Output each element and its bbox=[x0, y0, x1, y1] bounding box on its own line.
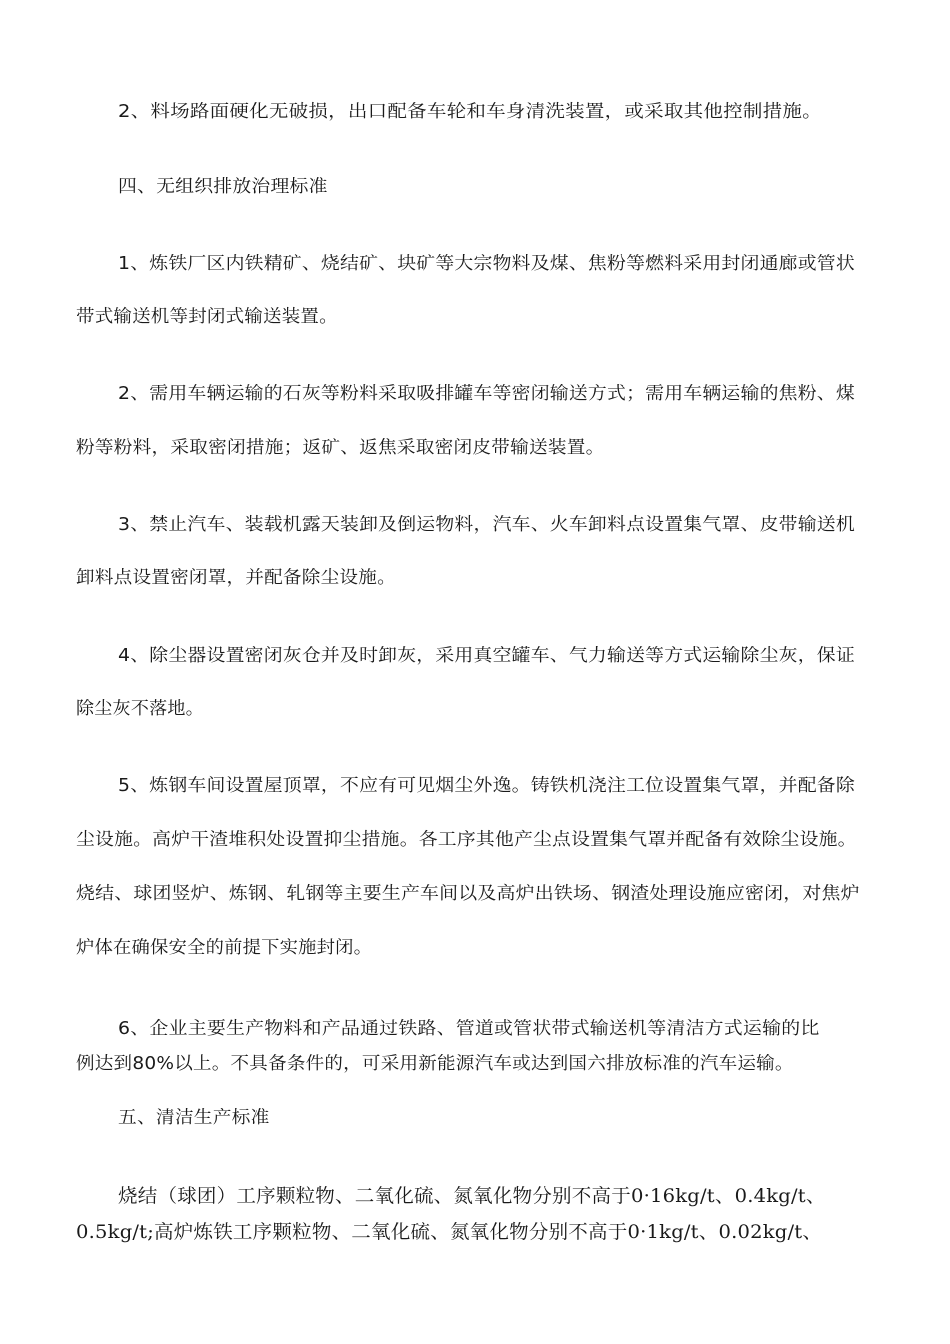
paragraph-line: 4、除尘器设置密闭灰仓并及时卸灰，采用真空罐车、气力输送等方式运输除尘灰，保证 bbox=[118, 646, 855, 666]
paragraph-line: 3、禁止汽车、装载机露天装卸及倒运物料，汽车、火车卸料点设置集气罩、皮带输送机 bbox=[118, 515, 855, 535]
paragraph-line: 2、需用车辆运输的石灰等粉料采取吸排罐车等密闭输送方式；需用车辆运输的焦粉、煤 bbox=[118, 384, 855, 404]
paragraph-line: 例达到80%以上。不具备条件的，可采用新能源汽车或达到国六排放标准的汽车运输。 bbox=[76, 1054, 794, 1074]
paragraph-line: 6、企业主要生产物料和产品通过铁路、管道或管状带式输送机等清洁方式运输的比 bbox=[118, 1019, 820, 1039]
paragraph-line: 炉体在确保安全的前提下实施封闭。 bbox=[76, 938, 373, 958]
paragraph-line: 5、炼钢车间设置屋顶罩，不应有可见烟尘外逸。铸铁机浇注工位设置集气罩，并配备除 bbox=[118, 776, 855, 796]
paragraph-line: 尘设施。高炉干渣堆积处设置抑尘措施。各工序其他产尘点设置集气罩并配备有效除尘设施。 bbox=[76, 830, 857, 850]
paragraph-line: 除尘灰不落地。 bbox=[76, 699, 204, 719]
paragraph-line: 2、料场路面硬化无破损，出口配备车轮和车身清洗装置，或采取其他控制措施。 bbox=[118, 102, 822, 122]
section-heading: 四、无组织排放治理标准 bbox=[118, 177, 328, 197]
paragraph-line: 1、炼铁厂区内铁精矿、烧结矿、块矿等大宗物料及煤、焦粉等燃料采用封闭通廊或管状 bbox=[118, 254, 855, 274]
paragraph-line: 卸料点设置密闭罩，并配备除尘设施。 bbox=[76, 568, 396, 588]
paragraph-line: 粉等粉料，采取密闭措施；返矿、返焦采取密闭皮带输送装置。 bbox=[76, 438, 605, 458]
paragraph-line: 烧结（球团）工序颗粒物、二氧化硫、氮氧化物分别不高于0·16kg/t、0.4kg/t、 bbox=[118, 1185, 826, 1207]
paragraph-line: 带式输送机等封闭式输送装置。 bbox=[76, 307, 338, 327]
paragraph-line: 烧结、球团竖炉、炼钢、轧钢等主要生产车间以及高炉出铁场、钢渣处理设施应密闭，对焦炉 bbox=[76, 884, 860, 904]
paragraph-line: 0.5kg/t;高炉炼铁工序颗粒物、二氧化硫、氮氧化物分别不高于0·1kg/t、0.02kg/t、 bbox=[76, 1221, 823, 1243]
section-heading: 五、清洁生产标准 bbox=[118, 1108, 270, 1128]
